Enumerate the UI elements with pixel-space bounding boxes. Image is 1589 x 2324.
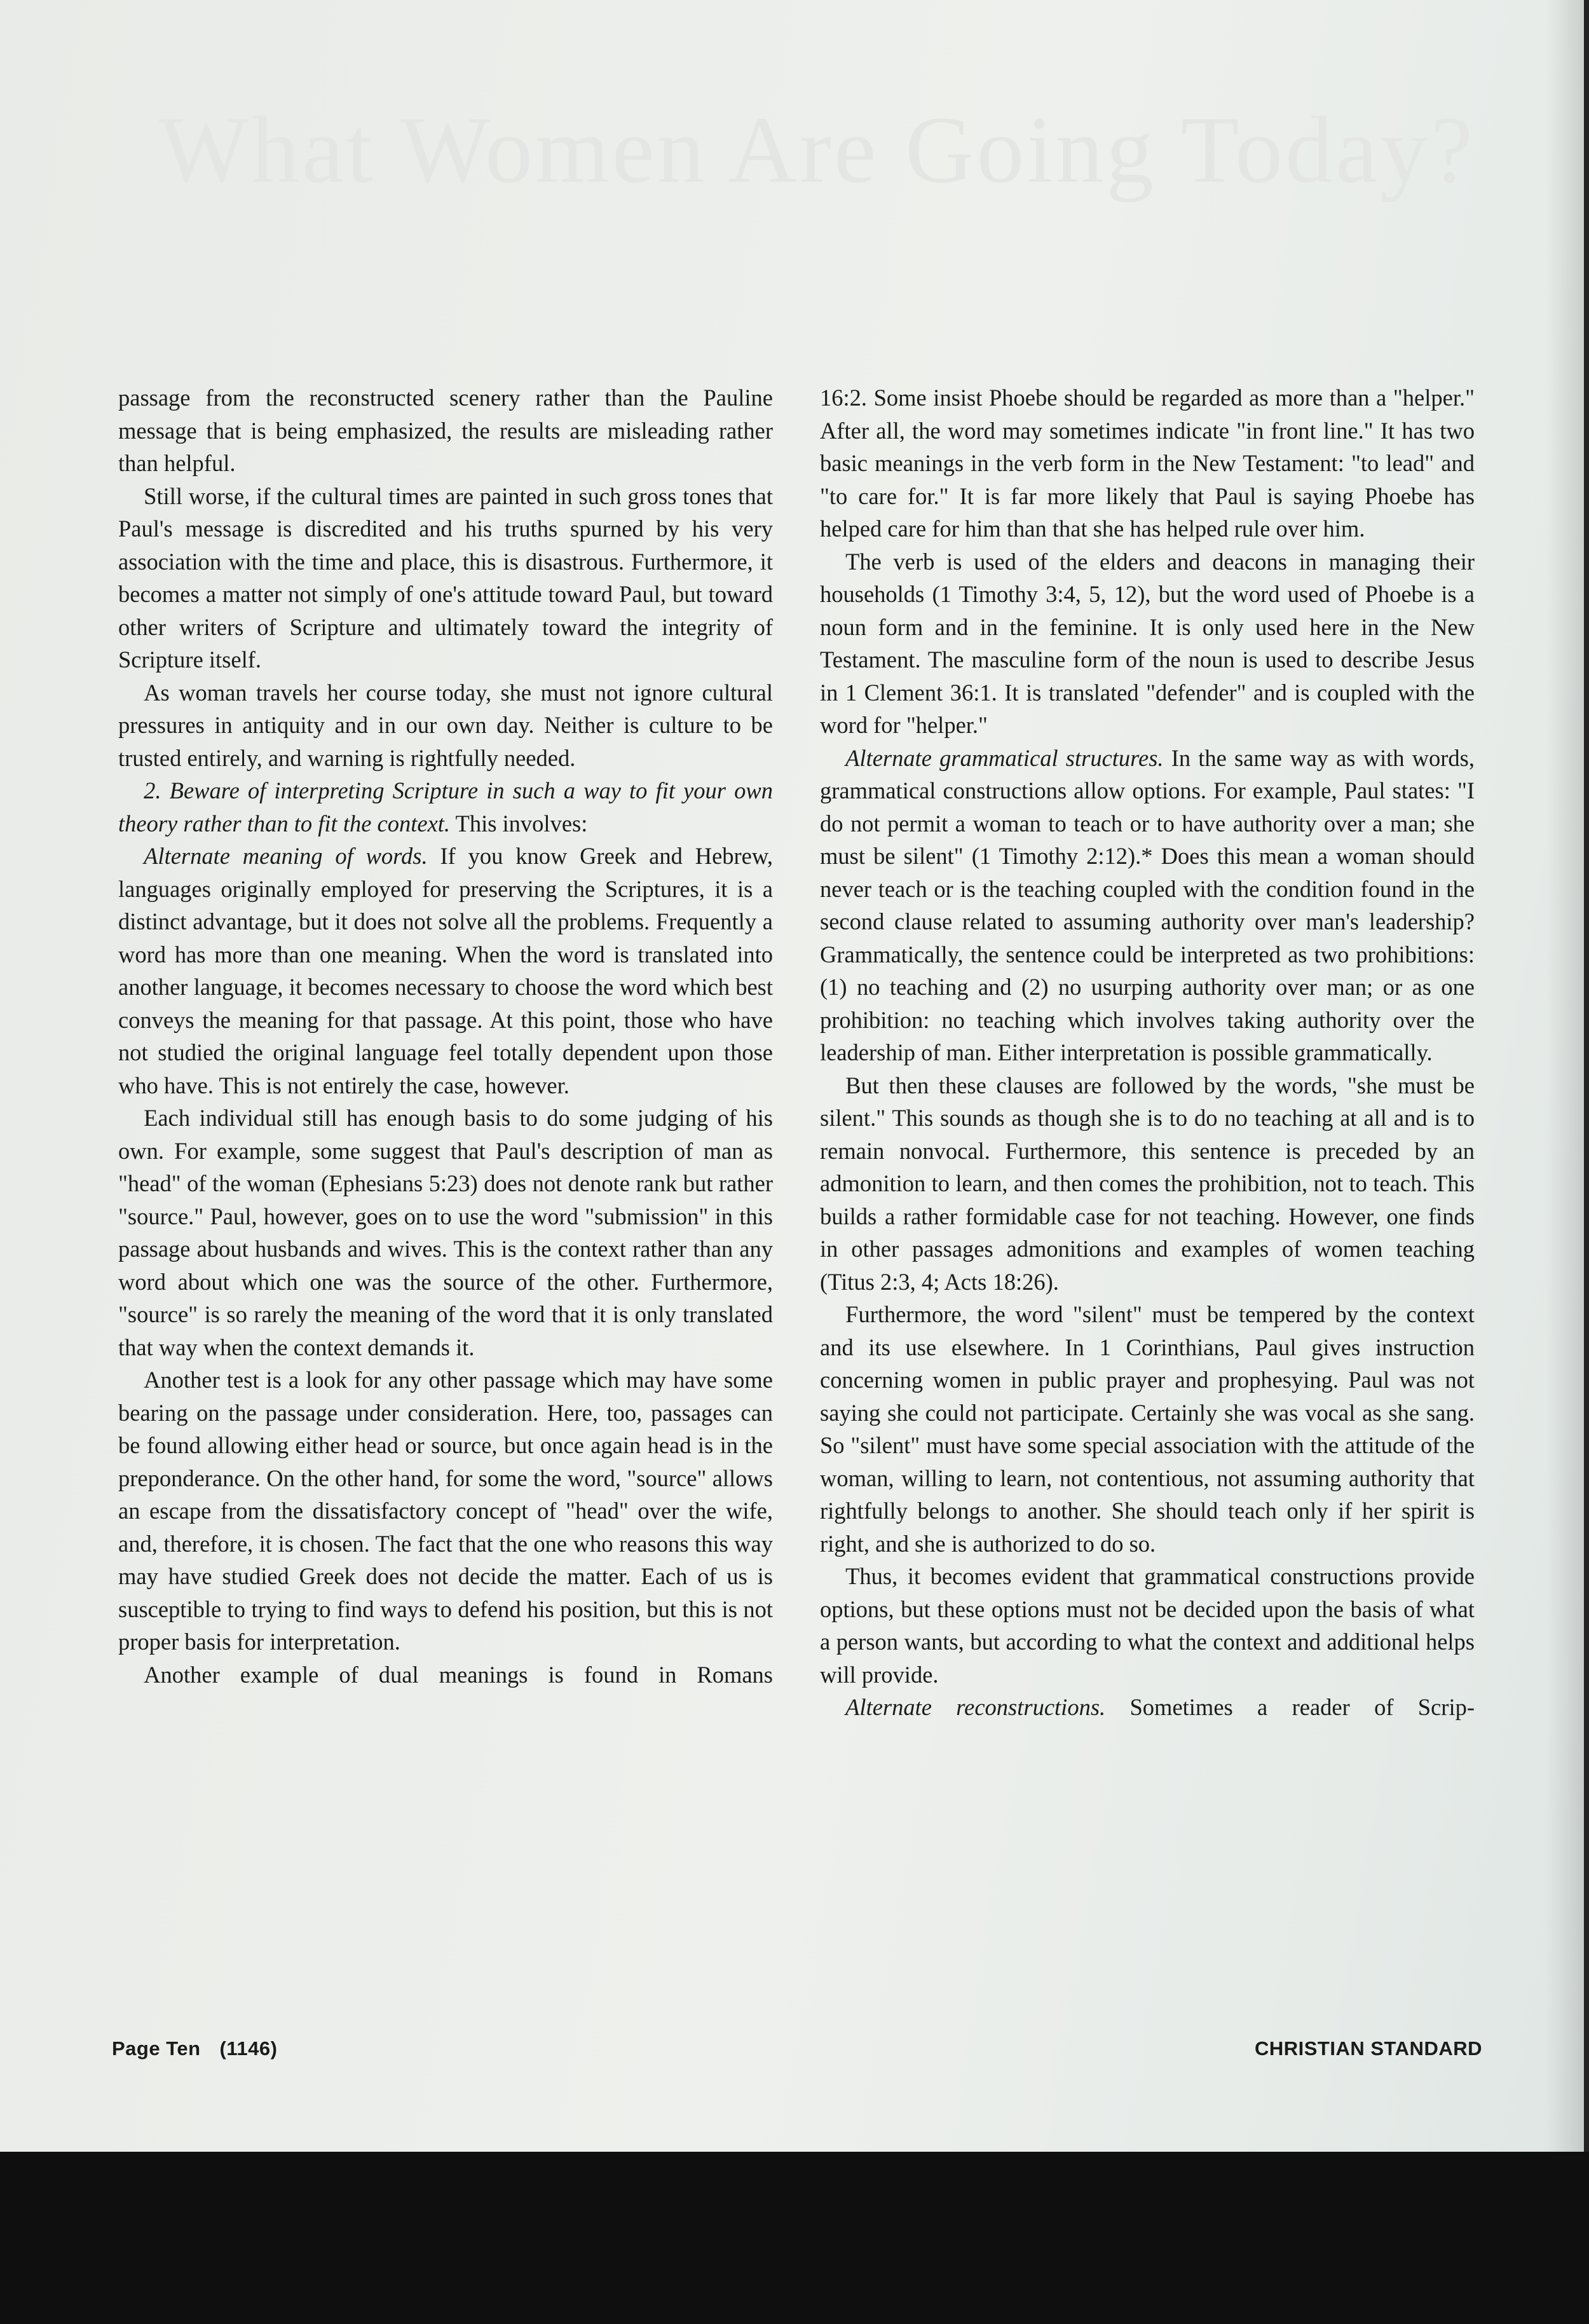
- paragraph-text: If you know Greek and Hebrew, languages originally employed for preserving the Scriptures, it is a distinct advantage, but it does not solve all the problems. Frequently a word has more than one meaning. When the word is translated into another language, it becomes necessary to choose the word which best conveys the meaning for that passage. At this point, those who have not studied the original language feel totally dependent upon those who have. This is not entirely the case, however.: [118, 843, 773, 1098]
- paragraph: As woman travels her course today, she must not ignore cultural pressures in antiquity and in our own day. Neither is culture to be trusted entirely, and warning is rightfully needed.: [118, 679, 773, 771]
- publication-name: CHRISTIAN STANDARD: [1254, 2037, 1482, 2060]
- paragraph: Furthermore, the word "silent" must be tempered by the context and its use elsewhere. In 1 Corinthians, Paul gives instruction concerning women in public prayer and prophesying. Paul was not saying she could not participate. Certainly she was vocal as she sang. So "silent" must have some special association with the attitude of the woman, willing to learn, not contentious, not assuming authority that rightfully belongs to another. She should teach only if her spirit is right, and she is authorized to do so.: [820, 1301, 1475, 1557]
- paragraph: The verb is used of the elders and deacons in managing their households (1 Timothy 3:4, 5, 12), but the word used of Phoebe is a noun form and in the feminine. It is only used here in the New Testament. The masculine form of the noun is used to describe Jesus in 1 Clement 36:1. It is translated "defender" and is coupled with the word for "helper.": [820, 548, 1475, 738]
- paragraph: [820, 742, 1475, 1069]
- paragraph: But then these clauses are followed by the words, "she must be silent." This sounds as though she is to do no teaching at all and is to remain nonvocal. Furthermore, this sentence is preceded by an admonition to learn, and then comes the prohibition, not to teach. This builds a rather formidable case for not teaching. However, one finds in other passages admonitions and examples of women teaching (Titus 2:3, 4; Acts 18:26).: [820, 1072, 1475, 1295]
- page-edge-shadow: [1546, 0, 1584, 2152]
- paragraph: [118, 840, 773, 1102]
- page-number-footer: [112, 2037, 277, 2060]
- paragraph: Still worse, if the cultural times are painted in such gross tones that Paul's message is discredited and his truths spurned by his very association with the time and place, this is disastrous. Furthermore, it becomes a matter not simply of one's attitude toward Paul, but toward other writers of Scripture and ultimately toward the integrity of Scripture itself.: [118, 482, 773, 673]
- paragraph-text: Sometimes a reader of Scrip-: [1105, 1694, 1475, 1720]
- italic-lead: Alternate grammatical structures.: [845, 744, 1164, 771]
- paragraph: Another test is a look for any other passage which may have some bearing on the passage under consideration. Here, too, passages can be found allowing either head or source, but once again head is in the preponderance. On the other hand, for some the word, "source" allows an escape from the dissatisfactory concept of "head" over the wife, and, therefore, it is chosen. The fact that the one who reasons this way may have studied Greek does not decide the matter. Each of us is susceptible to trying to find ways to defend his position, but this is not proper basis for interpretation.: [118, 1367, 773, 1655]
- italic-lead: Alternate reconstructions.: [845, 1694, 1106, 1720]
- paragraph: 16:2. Some insist Phoebe should be regarded as more than a "helper." After all, the word may sometimes indicate "in front line." It has two basic meanings in the verb form in the New Testament: "to lead" and "to care for." It is far more likely that Paul is saying Phoebe has helped care for him than that she has helped rule over him.: [820, 385, 1475, 542]
- paragraph-text: This involves:: [450, 810, 588, 837]
- paragraph: Thus, it becomes evident that grammatical constructions provide options, but these options must not be decided upon the basis of what a person wants, but according to what the context and additional helps will provide.: [820, 1563, 1475, 1688]
- paragraph-text: In the same way as with words, grammatical constructions allow options. For example, Paul states: "I do not permit a woman to teach or to have authority over a man; she must be silent" (1 Timothy 2:12).* Does this mean a woman should never teach or is the teaching coupled with the condition found in the second clause related to assuming authority over man's leadership? Grammatically, the sentence could be interpreted as two prohibitions: (1) no teaching and (2) no usurping authority over man; or as one prohibition: no teaching which involves taking authority over the leadership of man. Either interpretation is possible grammatically.: [820, 744, 1475, 1065]
- faded-headline: What Women Are Going Today?: [159, 97, 1476, 203]
- italic-lead: 2. Beware of interpreting Scripture in such a way to fit your own theory rather than to fit the context.: [118, 777, 773, 837]
- left-column: [118, 381, 773, 1691]
- paragraph: [820, 1691, 1475, 1724]
- paragraph: Each individual still has enough basis to do some judging of his own. For example, some suggest that Paul's description of man as "head" of the woman (Ephesians 5:23) does not denote rank but rather "source." Paul, however, goes on to use the word "submission" in this passage about husbands and wives. This is the context rather than any word about which one was the source of the other. Furthermore, "source" is so rarely the meaning of the word that it is only translated that way when the context demands it.: [118, 1105, 773, 1360]
- right-column: [820, 381, 1475, 1724]
- paragraph: Another example of dual meanings is found in Romans: [144, 1661, 773, 1688]
- page-number: (1146): [219, 2037, 278, 2060]
- italic-lead: Alternate meaning of words.: [144, 843, 428, 869]
- paragraph: passage from the reconstructed scenery rather than the Pauline message that is being emphasized, the results are misleading rather than helpful.: [118, 385, 773, 476]
- page-label: Page Ten: [112, 2037, 201, 2060]
- paragraph: [118, 774, 773, 840]
